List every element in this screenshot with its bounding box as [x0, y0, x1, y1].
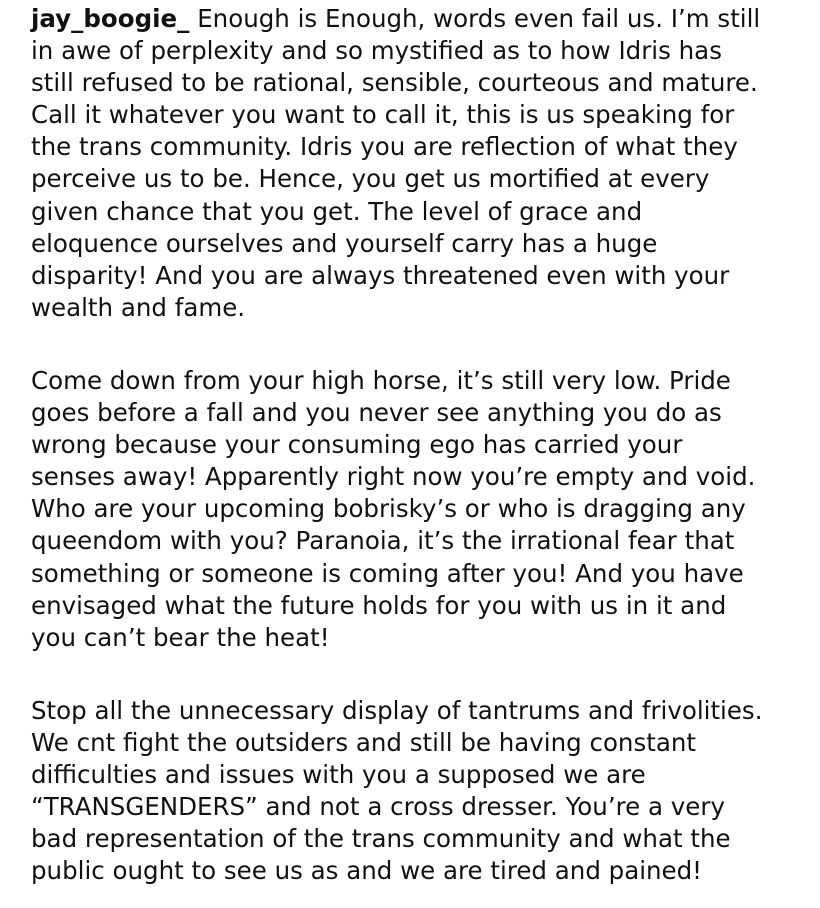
caption-line: Call it whatever you want to call it, this is us speaking for: [31, 100, 735, 130]
caption-line: [31, 3, 806, 35]
caption-line: Who are your upcoming bobrisky’s or who is dragging any: [31, 494, 746, 524]
caption-line: difficulties and issues with you a supposed we are: [31, 759, 646, 789]
caption-line: perceive us to be. Hence, you get us mortified at every: [31, 164, 710, 194]
caption-line: given chance that you get. The level of grace and: [31, 196, 643, 226]
caption-line: in awe of perplexity and so mystified as to how Idris has: [31, 36, 722, 66]
caption-line: envisaged what the future holds for you with us in it and: [31, 590, 727, 620]
paragraph-spacer: [31, 324, 806, 365]
caption-line: disparity! And you are always threatened even with your: [31, 260, 730, 290]
caption-line: queendom with you? Paranoia, it’s the irrational fear that: [31, 526, 735, 556]
caption-line: “TRANSGENDERS” and not a cross dresser. You’re a very: [31, 792, 725, 822]
paragraph-1: [31, 3, 806, 324]
caption-line: Stop all the unnecessary display of tantrums and frivolities.: [31, 695, 763, 725]
caption-line: something or someone is coming after you! And you have: [31, 558, 744, 588]
caption-line: public ought to see us as and we are tired and pained!: [31, 856, 702, 886]
caption-line: bad representation of the trans community and what the: [31, 824, 731, 854]
caption-line: goes before a fall and you never see anything you do as: [31, 398, 722, 428]
username-link[interactable]: jay_boogie_: [31, 4, 190, 33]
caption-line: you can’t bear the heat!: [31, 622, 330, 652]
caption-line: senses away! Apparently right now you’re empty and void.: [31, 462, 756, 492]
caption-line: wealth and fame.: [31, 292, 246, 322]
caption-line: wrong because your consuming ego has carried your: [31, 430, 683, 460]
paragraph-3: [31, 695, 806, 888]
caption-line: still refused to be rational, sensible, courteous and mature.: [31, 68, 758, 98]
caption-line: Come down from your high horse, it’s still very low. Pride: [31, 365, 731, 395]
caption-text: Enough is Enough, words even fail us. I’m still: [189, 4, 761, 33]
comment-caption: [31, 3, 806, 887]
paragraph-2: [31, 365, 806, 654]
caption-line: the trans community. Idris you are reflection of what they: [31, 132, 738, 162]
caption-line: We cnt fight the outsiders and still be having constant: [31, 727, 696, 757]
paragraph-spacer: [31, 654, 806, 695]
caption-line: eloquence ourselves and yourself carry has a huge: [31, 228, 658, 258]
